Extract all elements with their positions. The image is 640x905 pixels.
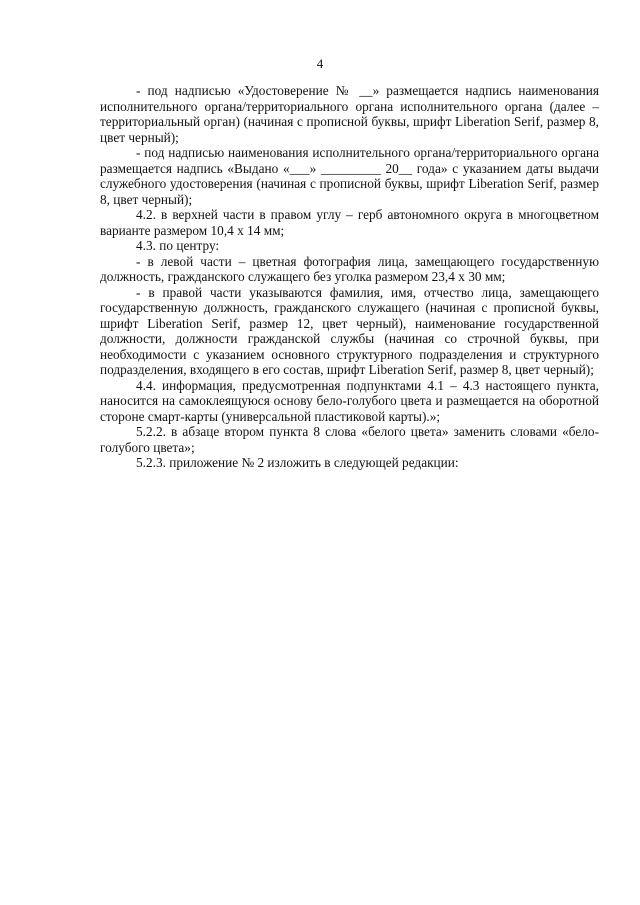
page-number: 4 [316,56,324,71]
paragraph-5-2-2: 5.2.2. в абзаце втором пункта 8 слова «белого цвета» заменить словами «бело-голубого цвета»; [100,424,599,455]
paragraph-label-heading: - под надписью «Удостоверение № __» размещается надпись наименования исполнительного органа/территориального органа исполнительного органа (далее – территориальный орган) (начиная с прописной буквы, шрифт Liberation Serif, размер 8, цвет черный); [100,83,599,145]
paragraph-4-3-center: 4.3. по центру: [136,238,220,253]
document-body [100,83,599,471]
paragraph-right-name: - в правой части указываются фамилия, имя, отчество лица, замещающего государственную должность, гражданского служащего (начиная с прописной буквы, шрифт Liberation Serif, размер 12, цвет черный), наименование государственной должности, должности гражданской службы (начиная со строчной буквы, при необходимости с указанием основного структурного подразделения и структурного подразделения, входящего в его состав, шрифт Liberation Serif, размер 8, цвет черный); [100,284,599,377]
paragraph-4-2-emblem: 4.2. в верхней части в правом углу – герб автономного округа в многоцветном варианте размером 10,4 х 14 мм; [100,207,599,238]
paragraph-label-issued: - под надписью наименования исполнительного органа/территориального органа размещается надпись «Выдано «___» _________ 20__ года» с указанием даты выдачи служебного удостоверения (начиная с прописной буквы, шрифт Liberation Serif, размер 8, цвет черный); [100,145,599,207]
paragraph-5-2-3: 5.2.3. приложение № 2 изложить в следующей редакции: [136,455,459,470]
paragraph-4-4-info: 4.4. информация, предусмотренная подпунктами 4.1 – 4.3 настоящего пункта, наносится на самоклеящуюся основу бело-голубого цвета и размещается на оборотной стороне смарт-карты (универсальной пластиковой карты).»; [100,377,599,424]
paragraph-left-photo: - в левой части – цветная фотография лица, замещающего государственную должность, гражданского служащего без уголка размером 23,4 х 30 мм; [100,253,599,284]
